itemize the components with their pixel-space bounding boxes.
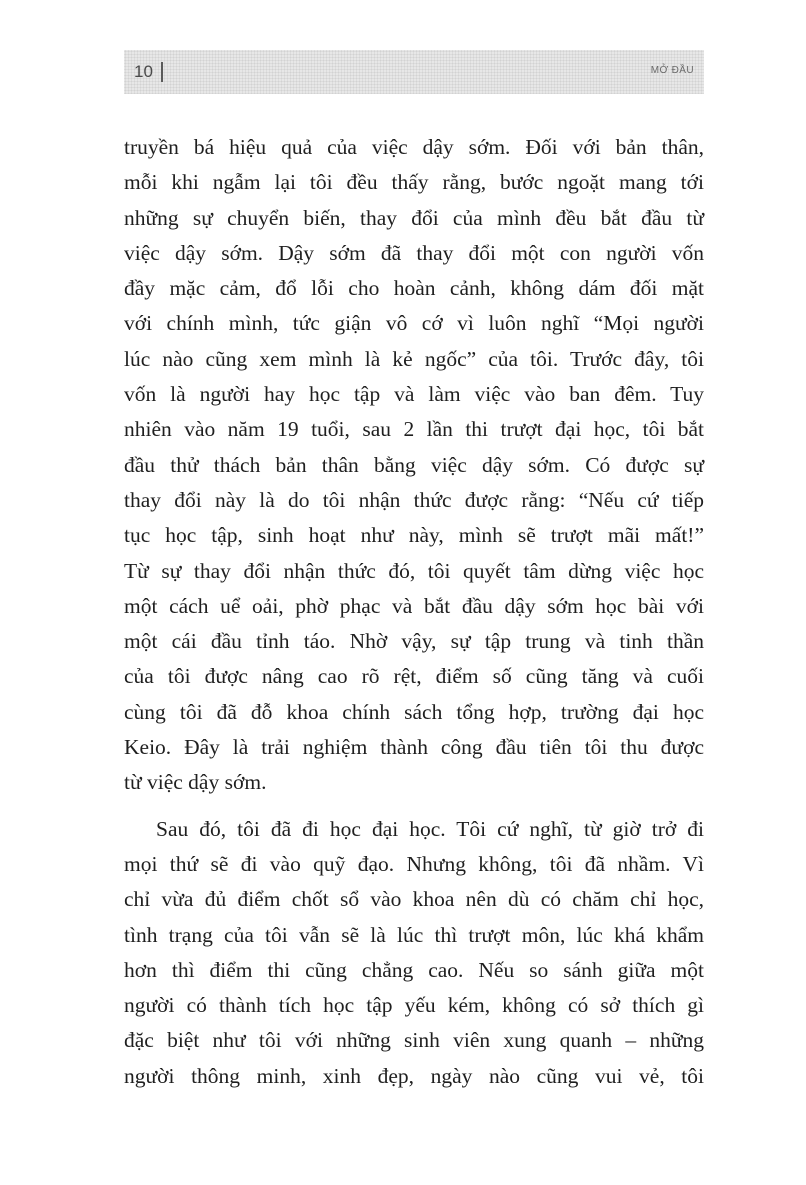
- body-text: [124, 130, 704, 1094]
- text-line: vốn là người hay học tập và làm việc vào ban đêm. Tuy: [124, 382, 704, 407]
- chapter-title: MỞ ĐẦU: [650, 65, 694, 76]
- text-line: từ việc dậy sớm.: [124, 770, 267, 795]
- text-line: tình trạng của tôi vẫn sẽ là lúc thì trượt môn, lúc khá khẩm: [124, 922, 704, 947]
- text-line: truyền bá hiệu quả của việc dậy sớm. Đối với bản thân,: [124, 135, 704, 159]
- text-line: lúc nào cũng xem mình là kẻ ngốc” của tôi. Trước đây, tôi: [124, 346, 704, 371]
- text-line: Sau đó, tôi đã đi học đại học. Tôi cứ nghĩ, từ giờ trở đi: [156, 816, 704, 841]
- text-line: thay đổi này là do tôi nhận thức được rằng: “Nếu cứ tiếp: [124, 487, 704, 512]
- text-line: một cái đầu tỉnh táo. Nhờ vậy, sự tập trung và tinh thần: [124, 629, 704, 654]
- text-line: của tôi được nâng cao rõ rệt, điểm số cũng tăng và cuối: [124, 664, 704, 689]
- text-line: tục học tập, sinh hoạt như này, mình sẽ trượt mãi mất!”: [124, 523, 704, 548]
- text-line: Từ sự thay đổi nhận thức đó, tôi quyết tâm dừng việc học: [124, 558, 704, 583]
- text-line: mỗi khi ngẫm lại tôi đều thấy rằng, bước ngoặt mang tới: [124, 170, 704, 195]
- text-line: cùng tôi đã đỗ khoa chính sách tổng hợp, trường đại học: [124, 699, 704, 724]
- header-divider: [161, 62, 163, 82]
- running-header: [124, 50, 704, 94]
- text-line: mọi thứ sẽ đi vào quỹ đạo. Nhưng không, tôi đã nhầm. Vì: [124, 851, 704, 876]
- text-line: với chính mình, tức giận vô cớ vì luôn nghĩ “Mọi người: [124, 311, 704, 336]
- paragraph-1: [124, 130, 704, 801]
- text-line: Keio. Đây là trải nghiệm thành công đầu tiên tôi thu được: [124, 735, 704, 760]
- text-line: một cách uể oải, phờ phạc và bắt đầu dậy sớm học bài với: [124, 593, 704, 618]
- text-line: nhiên vào năm 19 tuổi, sau 2 lần thi trượt đại học, tôi bắt: [124, 417, 704, 442]
- text-line: những sự chuyển biến, thay đổi của mình đều bắt đầu từ: [124, 205, 704, 230]
- text-line: đặc biệt như tôi với những sinh viên xung quanh – những: [124, 1028, 704, 1053]
- text-line: việc dậy sớm. Dậy sớm đã thay đổi một con người vốn: [124, 240, 704, 265]
- paragraph-2: [124, 812, 704, 1094]
- text-line: chỉ vừa đủ điểm chốt sổ vào khoa nên dù có chăm chỉ học,: [124, 887, 704, 912]
- text-line: người thông minh, xinh đẹp, ngày nào cũng vui vẻ, tôi: [124, 1063, 704, 1088]
- page-number: 10: [134, 62, 153, 81]
- text-line: hơn thì điểm thi cũng chẳng cao. Nếu so sánh giữa một: [124, 957, 704, 982]
- text-line: người có thành tích học tập yếu kém, không có sở thích gì: [124, 993, 704, 1018]
- text-line: đầu thử thách bản thân bằng việc dậy sớm. Có được sự: [124, 452, 704, 477]
- text-line: đầy mặc cảm, đổ lỗi cho hoàn cảnh, không dám đối mặt: [124, 276, 704, 301]
